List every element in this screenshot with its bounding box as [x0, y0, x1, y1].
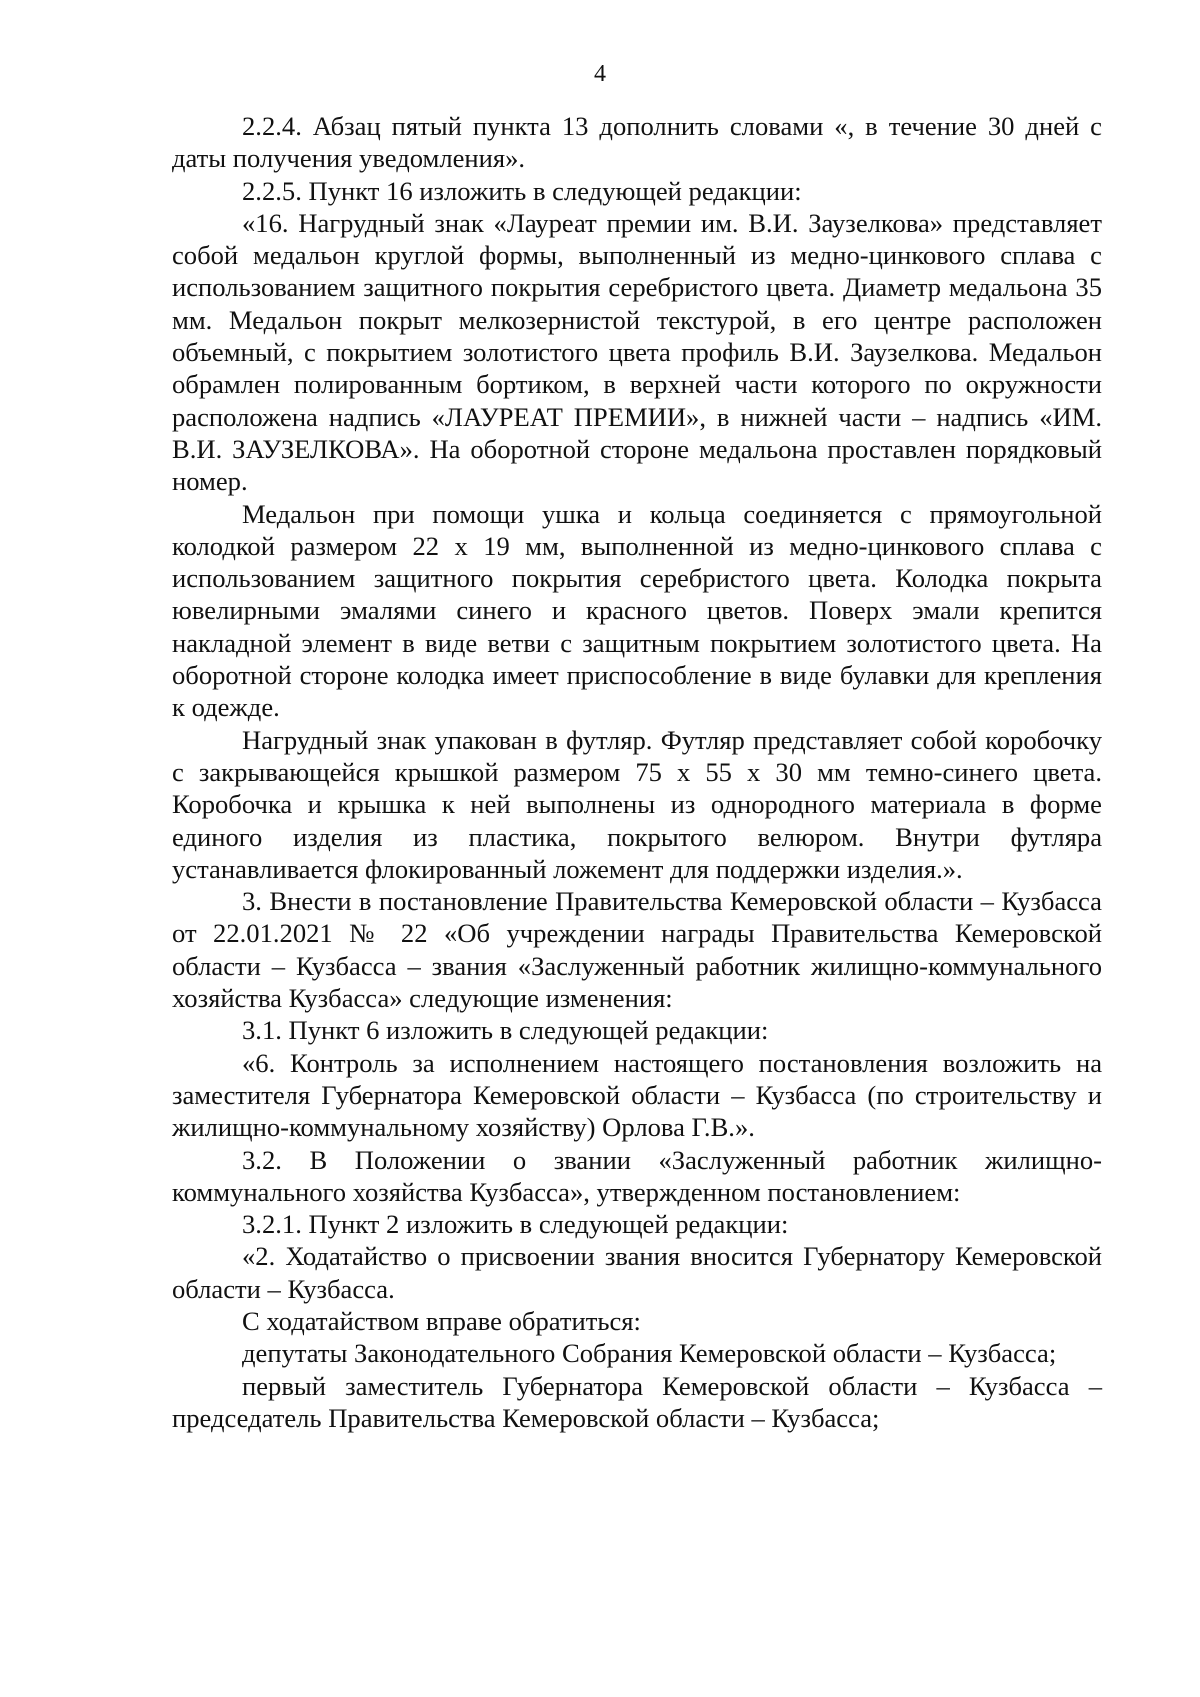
paragraph-item-2-petition: «2. Ходатайство о присвоении звания вносится Губернатору Кемеровской области – Кузбасса.: [172, 1241, 1102, 1304]
paragraph-case: Нагрудный знак упакован в футляр. Футляр представляет собой коробочку с закрывающейся крышкой размером 75 х 55 х 30 мм темно-синего цвета. Коробочка и крышка к ней выполнены из однородного материала в форме единого изделия из пластика, покрытого велюром. Внутри футляра устанавливается флокированный ложемент для поддержки изделия.».: [172, 724, 1102, 884]
paragraph-item-6-control: «6. Контроль за исполнением настоящего постановления возложить на заместителя Губернатора Кемеровской области – Кузбасса (по строительству и жилищно-коммунальному хозяйству) Орлова Г.В.».: [172, 1047, 1102, 1143]
paragraph-3-2-1: 3.2.1. Пункт 2 изложить в следующей редакции:: [242, 1209, 789, 1240]
page-number: 4: [594, 61, 606, 87]
paragraph-medallion-block: Медальон при помощи ушка и кольца соединяется с прямоугольной колодкой размером 22 х 19 мм, выполненной из медно-цинкового сплава с использованием защитного покрытия серебристого цвета. Колодка покрыта ювелирными эмалями синего и красного цветов. Поверх эмали крепится накладной элемент в виде ветви с защитным покрытием золотистого цвета. На оборотной стороне колодка имеет приспособление в виде булавки для крепления к одежде.: [172, 498, 1102, 723]
paragraph-2-2-4: 2.2.4. Абзац пятый пункта 13 дополнить словами «, в течение 30 дней с даты получения уведомления».: [172, 111, 1102, 174]
paragraph-2-2-5: 2.2.5. Пункт 16 изложить в следующей редакции:: [242, 175, 802, 206]
paragraph-3: 3. Внести в постановление Правительства Кемеровской области – Кузбасса от 22.01.2021 № 22 «Об учреждении награды Правительства Кемеровской области – Кузбасса – звания «Заслуженный работник жилищно-коммунального хозяйства Кузбасса» следующие изменения:: [172, 886, 1102, 1014]
paragraph-3-1: 3.1. Пункт 6 изложить в следующей редакции:: [242, 1015, 769, 1046]
paragraph-deputies: депутаты Законодательного Собрания Кемеровской области – Кузбасса;: [242, 1338, 1057, 1369]
paragraph-petition-who: С ходатайством вправе обратиться:: [242, 1305, 641, 1336]
paragraph-3-2: 3.2. В Положении о звании «Заслуженный работник жилищно-коммунального хозяйства Кузбасса», утвержденном постановлением:: [172, 1144, 1102, 1207]
paragraph-item-16-badge: «16. Нагрудный знак «Лауреат премии им. В.И. Заузелкова» представляет собой медальон круглой формы, выполненный из медно-цинкового сплава с использованием защитного покрытия серебристого цвета. Диаметр медальона 35 мм. Медальон покрыт мелкозернистой текстурой, в его центре расположен объемный, с покрытием золотистого цвета профиль В.И. Заузелкова. Медальон обрамлен полированным бортиком, в верхней части которого по окружности расположена надпись «ЛАУРЕАТ ПРЕМИИ», в нижней части – надпись «ИМ. В.И. ЗАУЗЕЛКОВА». На оборотной стороне медальона проставлен порядковый номер.: [172, 207, 1102, 497]
document-body: [172, 110, 1102, 1434]
paragraph-first-deputy: первый заместитель Губернатора Кемеровской области – Кузбасса – председатель Правительства Кемеровской области – Кузбасса;: [172, 1370, 1102, 1433]
